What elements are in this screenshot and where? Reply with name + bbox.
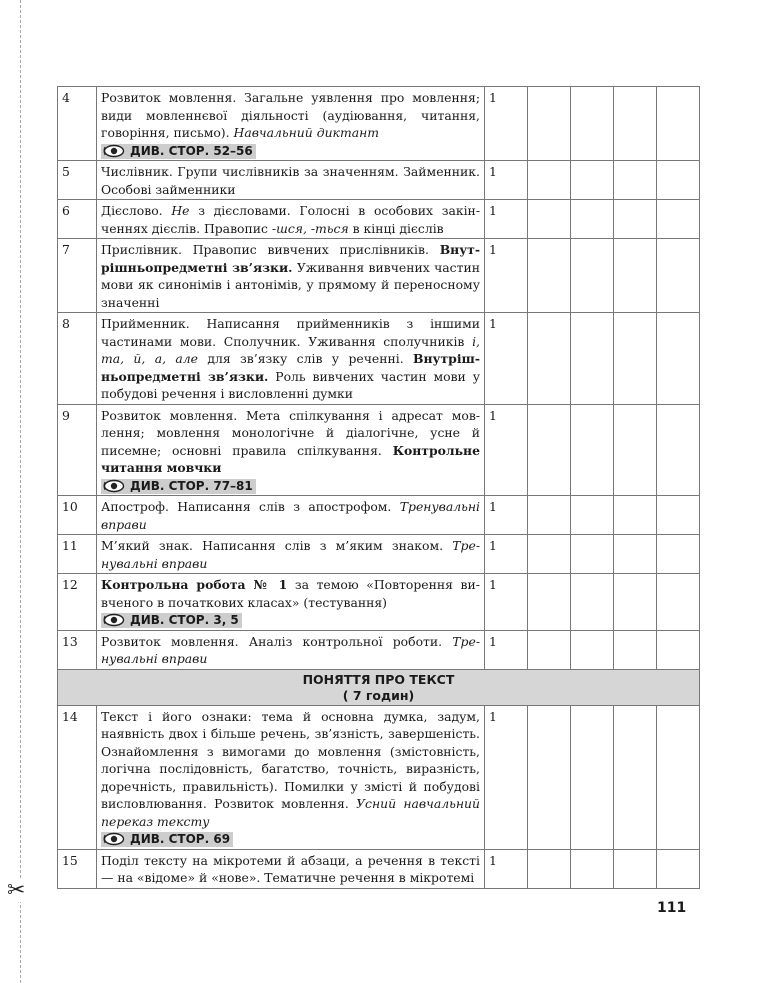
table-row xyxy=(58,87,700,161)
eye-icon xyxy=(103,144,125,158)
reference-badge: ДИВ. СТОР. 52–56 xyxy=(101,144,256,159)
empty-cell xyxy=(571,705,614,849)
table-row xyxy=(58,161,700,200)
lesson-hours: 1 xyxy=(485,404,528,496)
lesson-hours: 1 xyxy=(485,161,528,200)
lesson-number: 14 xyxy=(58,705,97,849)
empty-cell xyxy=(528,87,571,161)
lesson-hours: 1 xyxy=(485,313,528,405)
empty-cell xyxy=(571,630,614,669)
lesson-hours: 1 xyxy=(485,200,528,239)
empty-cell xyxy=(657,496,700,535)
empty-cell xyxy=(528,496,571,535)
empty-cell xyxy=(657,705,700,849)
empty-cell xyxy=(571,200,614,239)
lesson-number: 11 xyxy=(58,535,97,574)
lesson-number: 7 xyxy=(58,239,97,313)
empty-cell xyxy=(614,87,657,161)
empty-cell xyxy=(614,574,657,631)
lesson-topic: Контрольна робота № 1 за темою «Повторення вивченого в початкових класах» (тестування) ДИВ. СТОР. 3, 5 xyxy=(97,574,485,631)
lesson-topic: Розвиток мовлення. Мета спілкування і адресат мовлення; мовлення монологічне й діалогічне, усне й писемне; основні правила спілкування. Контрольне читання мовчки ДИВ. СТОР. 77–81 xyxy=(97,404,485,496)
table-row xyxy=(58,705,700,849)
lesson-hours: 1 xyxy=(485,705,528,849)
scissors-icon: ✂ xyxy=(7,878,26,903)
table-row xyxy=(58,574,700,631)
lesson-topic: Числівник. Групи числівників за значенням. Займенник. Особові займенники xyxy=(97,161,485,200)
lesson-number: 8 xyxy=(58,313,97,405)
empty-cell xyxy=(657,313,700,405)
table-row xyxy=(58,630,700,669)
empty-cell xyxy=(528,630,571,669)
lesson-topic: Прийменник. Написання прийменників з іншими частинами мови. Сполучник. Уживання сполучників і, та, й, а, але для зв’язку слів у реченні. Внутрішньопредметні зв’язки. Роль вивчених частин мови у побудові речення і висловленні думки xyxy=(97,313,485,405)
empty-cell xyxy=(528,200,571,239)
lesson-topic: Прислівник. Правопис вивчених прислівників. Внутрішньопредметні зв’язки. Уживання вивчених частин мови як синонімів і антонімів, у прямому й переносному значенні xyxy=(97,239,485,313)
empty-cell xyxy=(571,87,614,161)
lesson-hours: 1 xyxy=(485,87,528,161)
section-subtitle: ( 7 годин) xyxy=(342,687,415,703)
empty-cell xyxy=(528,239,571,313)
table-row xyxy=(58,849,700,888)
empty-cell xyxy=(657,630,700,669)
empty-cell xyxy=(614,849,657,888)
lesson-hours: 1 xyxy=(485,239,528,313)
empty-cell xyxy=(528,574,571,631)
lesson-number: 15 xyxy=(58,849,97,888)
empty-cell xyxy=(657,200,700,239)
empty-cell xyxy=(571,496,614,535)
empty-cell xyxy=(657,161,700,200)
table-row xyxy=(58,404,700,496)
table-row xyxy=(58,313,700,405)
lesson-topic: Текст і його ознаки: тема й основна думка, задум, наявність двох і більше речень, зв’язність, завершеність. Ознайомлення з вимогами до мовлення (змістовність, логічна послідовність, багатство, точність, виразність, доречність, правильність). Помилки у змісті й побудові висловлювання. Розвиток мовлення. Усний навчальний переказ тексту ДИВ. СТОР. 69 xyxy=(97,705,485,849)
empty-cell xyxy=(614,313,657,405)
lesson-topic: Розвиток мовлення. Загальне уявлення про мовлення; види мовленнєвої діяльності (аудіювання, читання, говоріння, письмо). Навчальний диктант ДИВ. СТОР. 52–56 xyxy=(97,87,485,161)
lesson-topic: Поділ тексту на мікротеми й абзаци, а речення в тексті — на «відоме» й «нове». Тематичне речення в мікротемі xyxy=(97,849,485,888)
lesson-topic: Апостроф. Написання слів з апострофом. Тренувальні вправи xyxy=(97,496,485,535)
empty-cell xyxy=(571,849,614,888)
reference-badge: ДИВ. СТОР. 3, 5 xyxy=(101,613,242,628)
lesson-number: 10 xyxy=(58,496,97,535)
empty-cell xyxy=(571,535,614,574)
lesson-hours: 1 xyxy=(485,574,528,631)
empty-cell xyxy=(614,496,657,535)
empty-cell xyxy=(571,574,614,631)
empty-cell xyxy=(614,161,657,200)
empty-cell xyxy=(657,535,700,574)
table-row xyxy=(58,496,700,535)
section-title: ПОНЯТТЯ ПРО ТЕКСТ xyxy=(302,671,455,687)
empty-cell xyxy=(614,239,657,313)
eye-icon xyxy=(103,832,125,846)
empty-cell xyxy=(528,535,571,574)
reference-badge: ДИВ. СТОР. 77–81 xyxy=(101,479,256,494)
lesson-hours: 1 xyxy=(485,630,528,669)
empty-cell xyxy=(528,849,571,888)
empty-cell xyxy=(614,404,657,496)
empty-cell xyxy=(657,849,700,888)
empty-cell xyxy=(614,705,657,849)
empty-cell xyxy=(657,404,700,496)
empty-cell xyxy=(571,313,614,405)
lesson-number: 12 xyxy=(58,574,97,631)
empty-cell xyxy=(571,239,614,313)
empty-cell xyxy=(657,239,700,313)
lesson-plan-table xyxy=(57,86,700,889)
reference-badge: ДИВ. СТОР. 69 xyxy=(101,832,233,847)
page-number: 111 xyxy=(657,900,687,916)
empty-cell xyxy=(528,705,571,849)
empty-cell xyxy=(528,161,571,200)
lesson-number: 4 xyxy=(58,87,97,161)
lesson-number: 5 xyxy=(58,161,97,200)
empty-cell xyxy=(571,161,614,200)
empty-cell xyxy=(657,87,700,161)
lesson-hours: 1 xyxy=(485,535,528,574)
empty-cell xyxy=(614,200,657,239)
lesson-number: 6 xyxy=(58,200,97,239)
empty-cell xyxy=(571,404,614,496)
eye-icon xyxy=(103,479,125,493)
eye-icon xyxy=(103,613,125,627)
lesson-topic: Розвиток мовлення. Аналіз контрольної роботи. Тренувальні вправи xyxy=(97,630,485,669)
table-row xyxy=(58,535,700,574)
lesson-hours: 1 xyxy=(485,849,528,888)
empty-cell xyxy=(614,535,657,574)
empty-cell xyxy=(614,630,657,669)
empty-cell xyxy=(657,574,700,631)
lesson-number: 9 xyxy=(58,404,97,496)
section-header xyxy=(58,669,700,705)
lesson-number: 13 xyxy=(58,630,97,669)
table-row xyxy=(58,200,700,239)
lesson-topic: Дієслово. Не з дієсловами. Голосні в особових закінченнях дієслів. Правопис -шся, -ться в кінці дієслів xyxy=(97,200,485,239)
empty-cell xyxy=(528,404,571,496)
table-row xyxy=(58,239,700,313)
lesson-hours: 1 xyxy=(485,496,528,535)
lesson-topic: М’який знак. Написання слів з м’яким знаком. Тренувальні вправи xyxy=(97,535,485,574)
section-header-row xyxy=(58,669,700,705)
cut-line xyxy=(20,0,21,983)
empty-cell xyxy=(528,313,571,405)
